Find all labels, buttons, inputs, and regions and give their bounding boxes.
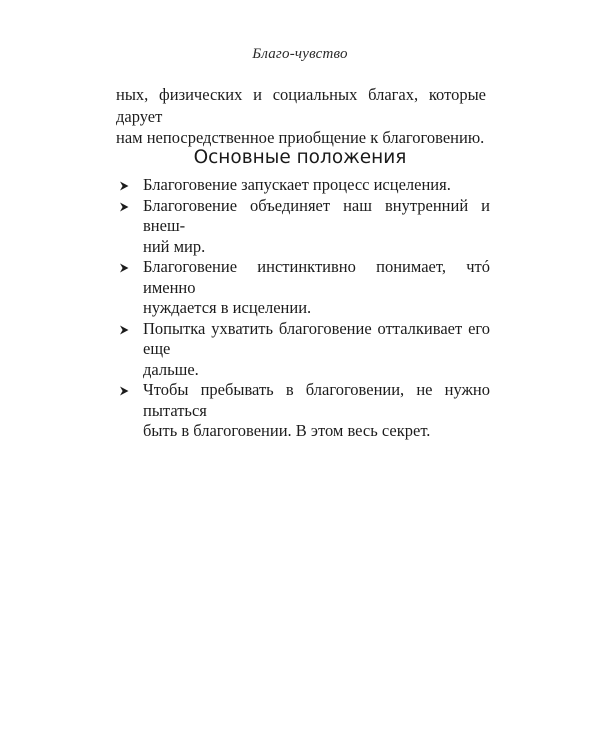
list-item-line: Благоговение объединяет наш внутренний и внеш- bbox=[143, 195, 490, 235]
list-item-line: Попытка ухватить благоговение отталкивает его еще bbox=[143, 318, 490, 358]
arrowhead-bullet-icon bbox=[119, 325, 129, 335]
list-item-line: Благоговение запускает процесс исцеления. bbox=[143, 175, 451, 194]
list-item bbox=[116, 196, 490, 258]
list-item-line: быть в благоговении. В этом весь секрет. bbox=[143, 421, 431, 440]
list-item bbox=[116, 380, 490, 442]
list-item-line: дальше. bbox=[143, 359, 199, 379]
body-paragraph bbox=[116, 84, 486, 149]
list-item bbox=[116, 175, 490, 196]
arrowhead-bullet-icon bbox=[119, 181, 129, 191]
section-title: Основные положения bbox=[193, 147, 407, 168]
list-item-line: Чтобы пребывать в благоговении, не нужно пытаться bbox=[143, 380, 490, 420]
list-item bbox=[116, 257, 490, 319]
body-line: нам непосредственное приобщение к благоговению. bbox=[116, 128, 485, 147]
list-item-line: ний мир. bbox=[143, 236, 206, 256]
body-line: ных, физических и социальных благах, которые дарует bbox=[116, 85, 486, 126]
list-item-line: нуждается в исцелении. bbox=[143, 298, 312, 317]
key-points-list bbox=[116, 175, 490, 442]
arrowhead-bullet-icon bbox=[119, 263, 129, 273]
list-item bbox=[116, 319, 490, 381]
list-item-line: Благоговение инстинктивно понимает, чтó именно bbox=[143, 257, 490, 297]
arrowhead-bullet-icon bbox=[119, 386, 129, 396]
arrowhead-bullet-icon bbox=[119, 202, 129, 212]
running-head: Благо-чувство bbox=[252, 46, 348, 62]
